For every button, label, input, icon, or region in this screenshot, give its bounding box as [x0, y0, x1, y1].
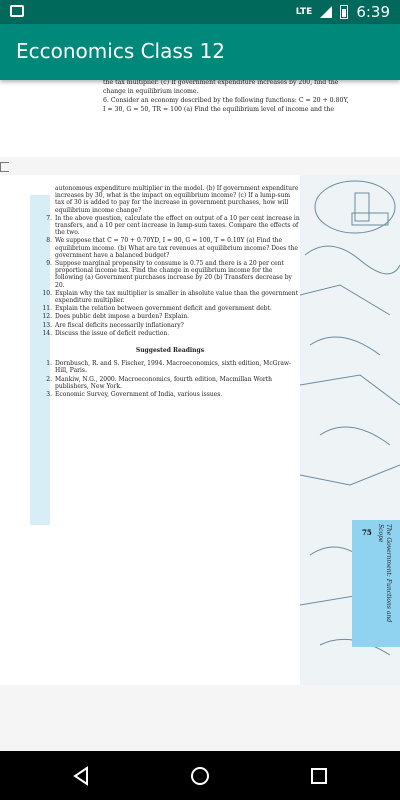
status-time: 6:39: [356, 3, 390, 21]
battery-icon: [340, 5, 348, 19]
reading-item: 1. Dornbusch, R. and S. Fischer, 1994. Macroeconomics, sixth edition, McGraw-Hill, Paris.: [46, 360, 292, 375]
page-number: 75: [362, 528, 372, 537]
app-bar: [0, 24, 400, 80]
chapter-tab: [352, 520, 400, 647]
question-item: 9. Suppose marginal propensity to consume is 0.75 and there is a 20 per cent proportional income tax. Find the change in equilibrium income for the following (a) Government purchases increase by 20 (b) Transfers decrease by 20.: [46, 260, 292, 289]
question-item: 11. Explain the relation between government deficit and government debt.: [42, 305, 272, 313]
suggested-readings-heading: Suggested Readings: [135, 347, 205, 355]
nav-bar: [0, 751, 400, 800]
chapter-title: The Government: Functions and Scope: [377, 524, 392, 623]
reading-item: 2. Mankiw, N.G., 2000. Macroeconomics, fourth edition, Macmillan Worth publishers, New York.: [46, 375, 273, 390]
question-item: 8. We suppose that C = 70 + 0.70YD, I = 90, G = 100, T = 0.10Y (a) Find the equilibrium income. (b) What are tax revenues at equilibrium income? Does the government have a balanced budget?: [46, 237, 298, 259]
page-top-text: [103, 80, 365, 114]
document-viewer[interactable]: [0, 80, 400, 751]
back-icon[interactable]: [69, 764, 93, 788]
question-item: 13. Are fiscal deficits necessarily inflationary?: [42, 321, 184, 329]
page-top: [0, 80, 400, 157]
signal-icon: [320, 6, 332, 18]
home-icon[interactable]: [188, 764, 212, 788]
questions-text: [40, 185, 300, 399]
question-item: 7. In the above question, calculate the effect on output of a 10 per cent increase in transfers, and a 10 per cent increase in lump-sum taxes. Compare the effects of the two.: [46, 214, 300, 237]
reading-item: 3. Economic Survey, Government of India, various issues.: [46, 391, 223, 399]
status-right: [296, 2, 390, 22]
question-item: 12. Does public debt impose a burden? Explain.: [42, 313, 189, 321]
question-item: 10. Explain why the tax multiplier is smaller in absolute value than the government expenditure multiplier.: [42, 289, 298, 305]
page-top-line: I = 30, G = 50, TR = 100 (a) Find the equilibrium level of income and the: [103, 106, 335, 113]
page-top-line: the tax multiplier. (c) If government expenditure increases by 200, find the: [103, 80, 339, 86]
question-item: 14. Discuss the issue of deficit reduction.: [42, 329, 170, 337]
lte-label: LTE: [295, 6, 313, 17]
page-top-line: change in equilibrium income.: [103, 88, 199, 95]
crop-mark: [0, 162, 9, 172]
page-top-line: 6. Consider an economy described by the following functions: C = 20 + 0.80Y,: [103, 97, 349, 104]
page-main: [0, 175, 400, 685]
status-bar: [0, 0, 400, 24]
app-title: Ecconomics Class 12: [16, 39, 226, 63]
notification-icon: [10, 5, 24, 17]
question-item: autonomous expenditure multiplier in the model. (b) If government expenditure increases by 30, what is the impact on equilibrium income? (c) If a lump-sum tax of 30 is added to pay for the increase in government purchases, how will equilibrium income change?: [55, 185, 299, 214]
recents-icon[interactable]: [307, 764, 331, 788]
